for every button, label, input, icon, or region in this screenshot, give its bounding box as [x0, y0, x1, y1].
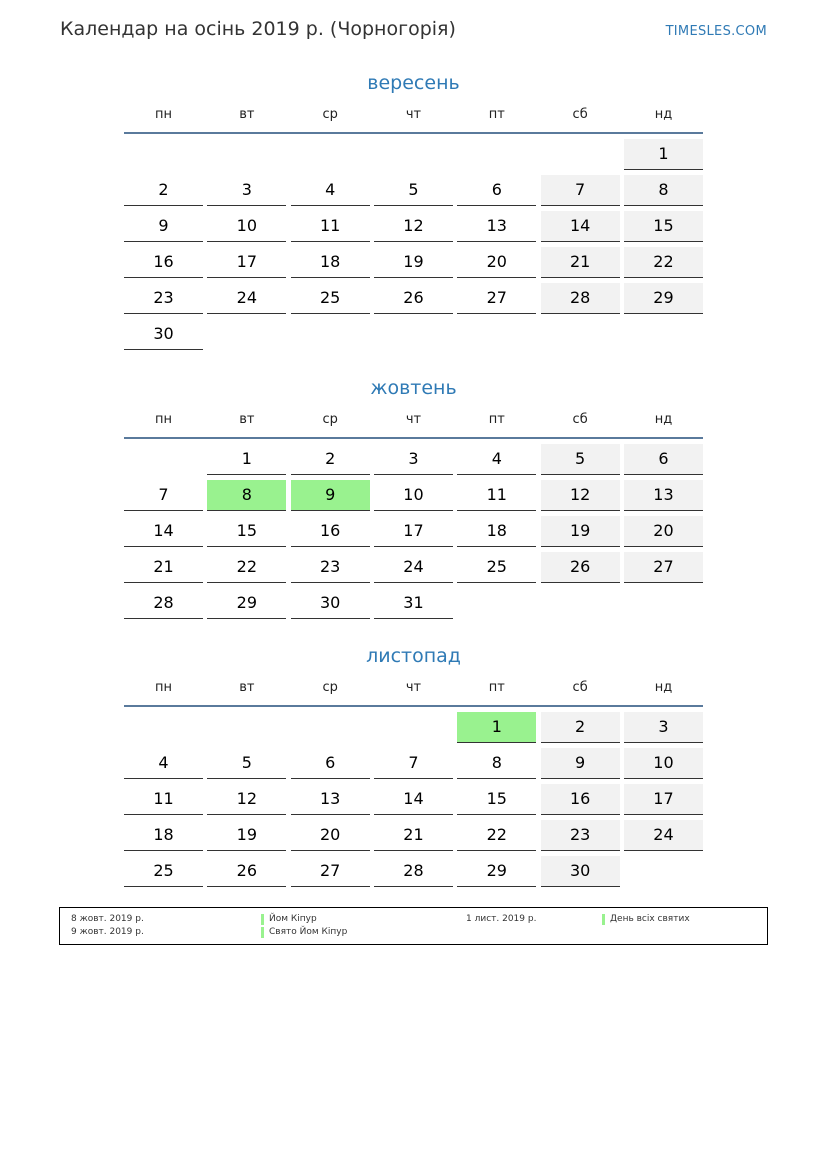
empty-cell: [291, 139, 370, 170]
day-cell: 4: [291, 175, 370, 206]
day-cell: 9: [124, 211, 203, 242]
day-cell: 28: [124, 588, 203, 619]
day-cell: 28: [374, 856, 453, 887]
day-cell: 23: [124, 283, 203, 314]
day-cell: 22: [624, 247, 703, 278]
weekday-label: вт: [239, 412, 255, 427]
weekday-label: пт: [488, 107, 505, 122]
weekday-label: ср: [322, 680, 338, 695]
weekday-label: нд: [654, 107, 673, 122]
day-cell: 10: [374, 480, 453, 511]
day-cell: 17: [374, 516, 453, 547]
empty-cell: [207, 712, 286, 743]
weekday-label: чт: [405, 107, 422, 122]
day-cell: 29: [457, 856, 536, 887]
weekday-header: [124, 410, 703, 439]
day-cell: 21: [541, 247, 620, 278]
holiday-legend: [59, 907, 768, 945]
day-cell: 27: [291, 856, 370, 887]
day-cell: 1: [624, 139, 703, 170]
day-cell: 20: [624, 516, 703, 547]
day-cell: 4: [124, 748, 203, 779]
day-cell: 15: [624, 211, 703, 242]
empty-cell: [124, 444, 203, 475]
day-cell: 26: [541, 552, 620, 583]
day-cell: 3: [207, 175, 286, 206]
day-cell: 5: [374, 175, 453, 206]
day-cell: 2: [541, 712, 620, 743]
day-cell: 24: [624, 820, 703, 851]
day-cell: 14: [124, 516, 203, 547]
holiday-day-cell: 8: [207, 480, 286, 511]
day-cell: 23: [541, 820, 620, 851]
weekday-label: чт: [405, 680, 422, 695]
day-cell: 11: [457, 480, 536, 511]
day-cell: 6: [624, 444, 703, 475]
empty-cell: [291, 712, 370, 743]
weekday-label: пн: [155, 412, 172, 427]
weekday-label: чт: [405, 412, 422, 427]
day-cell: 12: [541, 480, 620, 511]
day-cell: 6: [291, 748, 370, 779]
day-cell: 4: [457, 444, 536, 475]
day-cell: 24: [207, 283, 286, 314]
empty-cell: [374, 139, 453, 170]
day-cell: 18: [457, 516, 536, 547]
day-cell: 19: [541, 516, 620, 547]
day-cell: 8: [624, 175, 703, 206]
holiday-color-swatch: [602, 914, 605, 925]
day-cell: 30: [124, 319, 203, 350]
day-cell: 10: [624, 748, 703, 779]
day-cell: 12: [207, 784, 286, 815]
day-cell: 16: [541, 784, 620, 815]
day-cell: 26: [207, 856, 286, 887]
day-cell: 29: [207, 588, 286, 619]
weekday-label: пт: [488, 680, 505, 695]
day-cell: 8: [457, 748, 536, 779]
legend-holiday-name: Йом Кіпур: [269, 914, 317, 924]
day-cell: 21: [374, 820, 453, 851]
day-cell: 18: [291, 247, 370, 278]
brand-link[interactable]: TIMESLES.COM: [665, 24, 767, 39]
day-cell: 7: [374, 748, 453, 779]
empty-cell: [124, 139, 203, 170]
weekday-label: вт: [239, 107, 255, 122]
holiday-color-swatch: [261, 914, 264, 925]
days-grid: [124, 139, 703, 350]
weekday-label: ср: [322, 412, 338, 427]
empty-cell: [374, 712, 453, 743]
weekday-label: ср: [322, 107, 338, 122]
day-cell: 17: [624, 784, 703, 815]
weekday-label: пн: [155, 107, 172, 122]
day-cell: 25: [291, 283, 370, 314]
day-cell: 12: [374, 211, 453, 242]
weekday-label: пн: [155, 680, 172, 695]
day-cell: 22: [457, 820, 536, 851]
day-cell: 7: [541, 175, 620, 206]
legend-holiday-name: Свято Йом Кіпур: [269, 927, 348, 937]
legend-date: 8 жовт. 2019 р.: [71, 914, 144, 924]
day-cell: 11: [124, 784, 203, 815]
day-cell: 23: [291, 552, 370, 583]
weekday-label: вт: [239, 680, 255, 695]
day-cell: 24: [374, 552, 453, 583]
day-cell: 19: [374, 247, 453, 278]
day-cell: 9: [541, 748, 620, 779]
day-cell: 30: [291, 588, 370, 619]
day-cell: 25: [457, 552, 536, 583]
holiday-color-swatch: [261, 927, 264, 938]
page-title: Календар на осінь 2019 р. (Чорногорія): [60, 18, 456, 40]
day-cell: 13: [457, 211, 536, 242]
day-cell: 13: [624, 480, 703, 511]
day-cell: 26: [374, 283, 453, 314]
empty-cell: [124, 712, 203, 743]
day-cell: 14: [374, 784, 453, 815]
day-cell: 18: [124, 820, 203, 851]
day-cell: 15: [457, 784, 536, 815]
day-cell: 6: [457, 175, 536, 206]
weekday-label: пт: [488, 412, 505, 427]
day-cell: 7: [124, 480, 203, 511]
month-november: [124, 643, 703, 887]
day-cell: 20: [291, 820, 370, 851]
month-september: [124, 70, 703, 350]
weekday-label: нд: [654, 412, 673, 427]
month-name: вересень: [367, 72, 460, 94]
weekday-label: сб: [572, 412, 588, 427]
day-cell: 20: [457, 247, 536, 278]
weekday-label: сб: [572, 680, 588, 695]
day-cell: 21: [124, 552, 203, 583]
day-cell: 11: [291, 211, 370, 242]
legend-holiday-name: День всіх святих: [610, 914, 690, 924]
holiday-day-cell: 1: [457, 712, 536, 743]
holiday-day-cell: 9: [291, 480, 370, 511]
day-cell: 3: [374, 444, 453, 475]
day-cell: 25: [124, 856, 203, 887]
day-cell: 3: [624, 712, 703, 743]
day-cell: 5: [541, 444, 620, 475]
legend-date: 9 жовт. 2019 р.: [71, 927, 144, 937]
day-cell: 2: [291, 444, 370, 475]
empty-cell: [541, 139, 620, 170]
weekday-label: сб: [572, 107, 588, 122]
weekday-header: [124, 105, 703, 134]
day-cell: 31: [374, 588, 453, 619]
days-grid: [124, 712, 703, 887]
day-cell: 19: [207, 820, 286, 851]
day-cell: 17: [207, 247, 286, 278]
day-cell: 15: [207, 516, 286, 547]
day-cell: 29: [624, 283, 703, 314]
weekday-header: [124, 678, 703, 707]
day-cell: 10: [207, 211, 286, 242]
day-cell: 16: [291, 516, 370, 547]
day-cell: 14: [541, 211, 620, 242]
day-cell: 2: [124, 175, 203, 206]
weekday-label: нд: [654, 680, 673, 695]
days-grid: [124, 444, 703, 619]
legend-date: 1 лист. 2019 р.: [466, 914, 537, 924]
day-cell: 1: [207, 444, 286, 475]
day-cell: 5: [207, 748, 286, 779]
month-name: жовтень: [370, 377, 457, 399]
day-cell: 16: [124, 247, 203, 278]
day-cell: 27: [457, 283, 536, 314]
empty-cell: [207, 139, 286, 170]
day-cell: 28: [541, 283, 620, 314]
day-cell: 27: [624, 552, 703, 583]
empty-cell: [457, 139, 536, 170]
day-cell: 22: [207, 552, 286, 583]
day-cell: 30: [541, 856, 620, 887]
day-cell: 13: [291, 784, 370, 815]
month-october: [124, 375, 703, 619]
month-name: листопад: [366, 645, 461, 667]
